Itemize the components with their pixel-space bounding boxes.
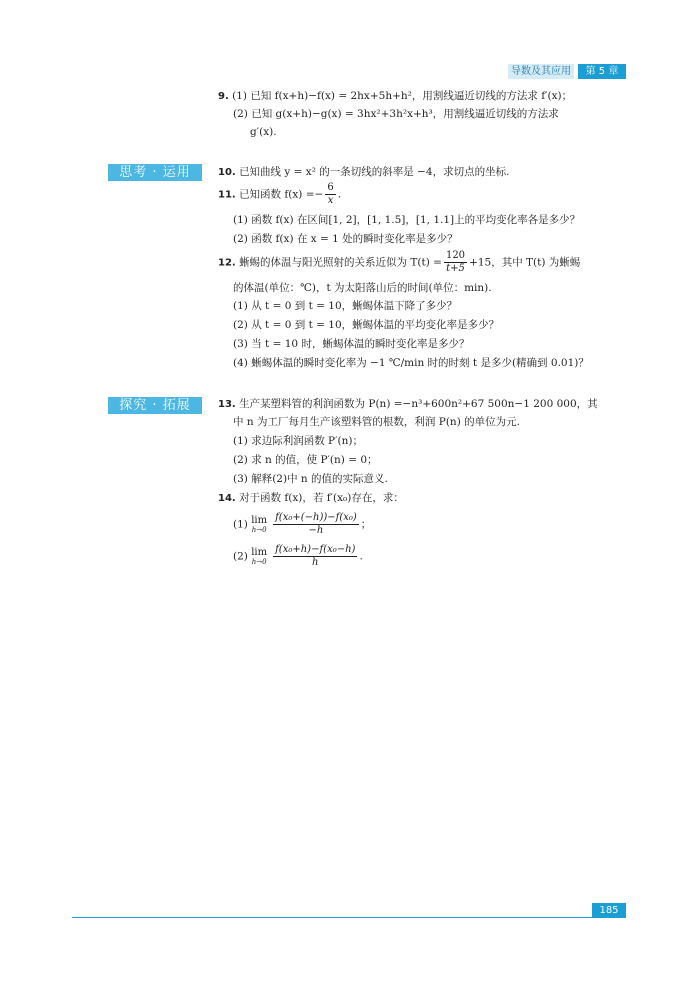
problem-9-line2: (2) 已知 g(x+h)−g(x) = 3hx²+3h²x+h³，用割线逼近切线的方法求 [233, 108, 559, 120]
subquestion-label: (1) [233, 518, 248, 531]
problem-text: 蜥蜴的体温与阳光照射的关系近似为 T(t) = [239, 256, 442, 269]
page-number: 185 [592, 903, 626, 918]
subquestion-label: (2) [233, 550, 248, 563]
limit-text: lim [251, 547, 268, 558]
problem-12-q3: (3) 当 t = 10 时，蜥蜴体温的瞬时变化率是多少？ [233, 338, 470, 350]
problem-text: 已知函数 f(x) =− [239, 188, 324, 201]
problem-text: (1) 已知 f(x+h)−f(x) = 2hx+5h+h²，用割线逼近切线的方法求 f′(x)； [232, 90, 573, 102]
fraction-numerator: f(x₀+h)−f(x₀−h) [275, 544, 356, 555]
problem-number: 12. [218, 257, 236, 269]
problem-13-line2: 中 n 为工厂每月生产该塑料管的根数，利润 P(n) 的单位为元. [233, 416, 520, 428]
problem-13-q1: (1) 求边际利润函数 P′(n)； [233, 435, 363, 447]
section-badge-explore-extend: 探究 · 拓展 [108, 397, 202, 414]
limit-subscript: h→0 [251, 526, 267, 534]
problem-text-end: . [337, 188, 342, 201]
limit-subscript: h→0 [251, 558, 267, 566]
problem-10 [218, 164, 509, 181]
problem-number: 14. [218, 493, 236, 504]
problem-text: 生产某塑料管的利润函数为 P(n) =−n³+600n²+67 500n−1 200 000，其 [239, 398, 598, 410]
fraction-numerator: f(x₀+(−h))−f(x₀) [275, 512, 357, 523]
problem-14-q1 [233, 512, 371, 537]
fraction-denominator: x [327, 195, 334, 206]
problem-12-stem [218, 250, 580, 275]
problem-12-line2: 的体温(单位：℃)，t 为太阳落山后的时间(单位：min). [233, 282, 492, 294]
problem-12-q4: (4) 蜥蜴体温的瞬时变化率为 −1 ℃/min 时的时刻 t 是多少(精确到 0.01)？ [233, 357, 589, 369]
fraction [325, 182, 335, 207]
fraction-denominator: t+5 [446, 263, 465, 274]
fraction [273, 544, 357, 569]
chapter-number-tab: 第 5 章 [578, 64, 626, 79]
problem-11-stem [218, 182, 341, 207]
problem-number: 9. [218, 91, 229, 102]
chapter-section-tab: 导数及其应用 [508, 64, 574, 79]
expression-end: . [359, 550, 363, 563]
problem-12-q2: (2) 从 t = 0 到 t = 10，蜥蜴体温的平均变化率是多少？ [233, 319, 500, 331]
footer-rule [72, 917, 626, 918]
problem-number: 13. [218, 399, 236, 410]
problem-13-q2: (2) 求 n 的值，使 P′(n) = 0； [233, 454, 378, 466]
limit-operator [251, 515, 267, 534]
problem-14-q2 [233, 544, 363, 569]
fraction-numerator: 120 [445, 250, 466, 261]
section-badge-think-apply: 思考 · 运用 [108, 164, 202, 181]
fraction-denominator: −h [308, 525, 324, 536]
expression-end: ； [360, 518, 372, 531]
problem-11-q1: (1) 函数 f(x) 在区间[1, 2]，[1, 1.5]，[1, 1.1]上的平均变化率各是多少？ [233, 214, 581, 226]
problem-text: 对于函数 f(x)，若 f′(x₀)存在，求： [239, 492, 404, 504]
problem-12-q1: (1) 从 t = 0 到 t = 10，蜥蜴体温下降了多少？ [233, 300, 458, 312]
limit-operator [251, 547, 267, 566]
limit-text: lim [251, 515, 268, 526]
problem-14-stem [218, 490, 404, 507]
fraction-numerator: 6 [327, 182, 334, 193]
problem-9-line3: g′(x). [250, 126, 277, 138]
problem-number: 10. [218, 167, 236, 178]
problem-9-line1 [218, 88, 572, 105]
fraction [444, 250, 467, 275]
problem-13-q3: (3) 解释(2)中 n 的值的实际意义. [233, 473, 388, 485]
problem-11-q2: (2) 函数 f(x) 在 x = 1 处的瞬时变化率是多少？ [233, 233, 458, 245]
problem-number: 11. [218, 189, 236, 201]
fraction [273, 512, 359, 537]
problem-text: 已知曲线 y = x² 的一条切线的斜率是 −4，求切点的坐标. [239, 166, 510, 178]
problem-text-tail: +15，其中 T(t) 为蜥蜴 [469, 256, 581, 269]
problem-13-line1 [218, 396, 598, 413]
fraction-denominator: h [312, 557, 319, 568]
